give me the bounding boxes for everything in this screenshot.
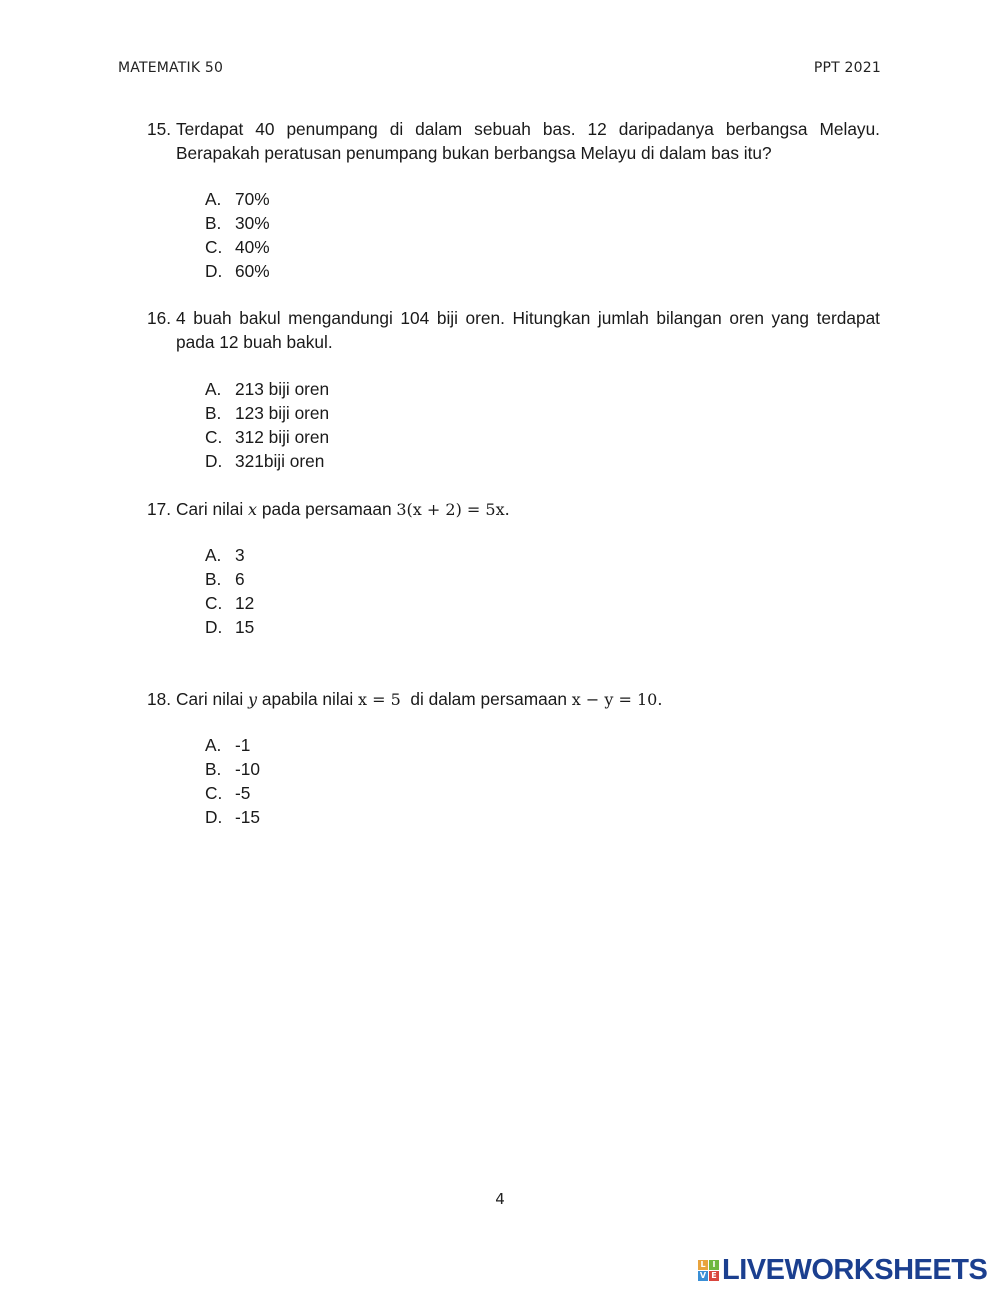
option-letter: D. (205, 617, 223, 637)
question-text: di dalam persamaan (400, 689, 572, 709)
option-text: 6 (235, 569, 245, 589)
question-15 (147, 117, 880, 165)
option-letter: D. (205, 261, 223, 281)
math-variable (248, 500, 257, 519)
question-text: Cari nilai (176, 499, 249, 519)
brand-tile: V (699, 1270, 707, 1280)
option-letter: A. (205, 735, 222, 755)
option-b[interactable] (205, 401, 329, 425)
math-equation: x − y = 10. (571, 690, 663, 709)
question-text-line: pada 12 buah bakul. (176, 332, 333, 352)
option-letter: B. (205, 759, 222, 779)
option-b[interactable] (205, 567, 254, 591)
option-letter: B. (205, 403, 222, 423)
option-d[interactable] (205, 805, 260, 829)
question-18 (147, 687, 880, 712)
option-text: 213 biji oren (235, 379, 330, 399)
option-c[interactable] (205, 591, 254, 615)
option-letter: A. (205, 545, 222, 565)
brand-name: LIVEWORKSHEETS (722, 1254, 988, 1286)
option-b[interactable] (205, 757, 260, 781)
brand-tile: L (698, 1260, 708, 1270)
question-number: 18. (147, 689, 172, 709)
question-17 (147, 497, 880, 522)
option-text: -10 (235, 759, 260, 779)
option-a[interactable] (205, 543, 254, 567)
liveworksheets-logo[interactable] (698, 1254, 987, 1286)
option-letter: B. (205, 569, 222, 589)
brand-mark-icon (698, 1260, 719, 1281)
page-header-right: PPT 2021 (813, 60, 881, 76)
option-text: 30% (235, 213, 270, 233)
option-text: -5 (235, 783, 251, 803)
question-text: pada persamaan (257, 499, 397, 519)
option-letter: C. (205, 593, 223, 613)
option-letter: D. (205, 807, 223, 827)
question-text-line: 4 buah bakul mengandungi 104 biji oren. Hitungkan jumlah bilangan oren yang terdapat (176, 308, 880, 328)
brand-tile: I (709, 1260, 719, 1270)
option-c[interactable] (205, 235, 270, 259)
question-number: 17. (147, 499, 172, 519)
math-condition: x = 5 (357, 690, 401, 709)
option-text: 123 biji oren (235, 403, 330, 423)
option-text: 15 (235, 617, 255, 637)
option-text: -15 (235, 807, 260, 827)
option-b[interactable] (205, 211, 270, 235)
option-text: -1 (235, 735, 251, 755)
option-text: 70% (235, 189, 270, 209)
option-a[interactable] (205, 733, 260, 757)
question-text-line (176, 687, 880, 712)
page-header-left: MATEMATIK 50 (118, 60, 224, 76)
option-text: 12 (235, 593, 255, 613)
question-text-line (176, 497, 880, 522)
option-a[interactable] (205, 187, 270, 211)
options-16 (205, 377, 329, 473)
question-text: apabila nilai (257, 689, 358, 709)
brand-tile: E (709, 1271, 719, 1281)
option-letter: A. (205, 189, 222, 209)
question-number: 15. (147, 119, 172, 139)
math-variable (248, 690, 257, 709)
option-letter: D. (205, 451, 223, 471)
option-c[interactable] (205, 425, 329, 449)
option-text: 312 biji oren (235, 427, 330, 447)
option-letter: A. (205, 379, 222, 399)
variable-y: y (248, 690, 258, 709)
option-letter: B. (205, 213, 222, 233)
option-text: 60% (235, 261, 270, 281)
option-d[interactable] (205, 449, 329, 473)
option-a[interactable] (205, 377, 329, 401)
option-text: 40% (235, 237, 270, 257)
option-text: 321biji oren (235, 451, 325, 471)
question-text: Cari nilai (176, 689, 249, 709)
option-d[interactable] (205, 259, 270, 283)
option-c[interactable] (205, 781, 260, 805)
question-16 (147, 306, 880, 354)
math-equation: 3(x + 2) = 5x. (396, 500, 510, 519)
page-number: 4 (495, 1190, 505, 1208)
option-text: 3 (235, 545, 245, 565)
question-text-line: Terdapat 40 penumpang di dalam sebuah bas. 12 daripadanya berbangsa Melayu. (176, 119, 880, 139)
option-d[interactable] (205, 615, 254, 639)
options-17 (205, 543, 254, 639)
option-letter: C. (205, 237, 223, 257)
option-letter: C. (205, 783, 223, 803)
options-15 (205, 187, 270, 283)
option-letter: C. (205, 427, 223, 447)
options-18 (205, 733, 260, 829)
question-number: 16. (147, 308, 172, 328)
question-text-line: Berapakah peratusan penumpang bukan berbangsa Melayu di dalam bas itu? (176, 143, 772, 163)
variable-x: x (248, 500, 258, 519)
